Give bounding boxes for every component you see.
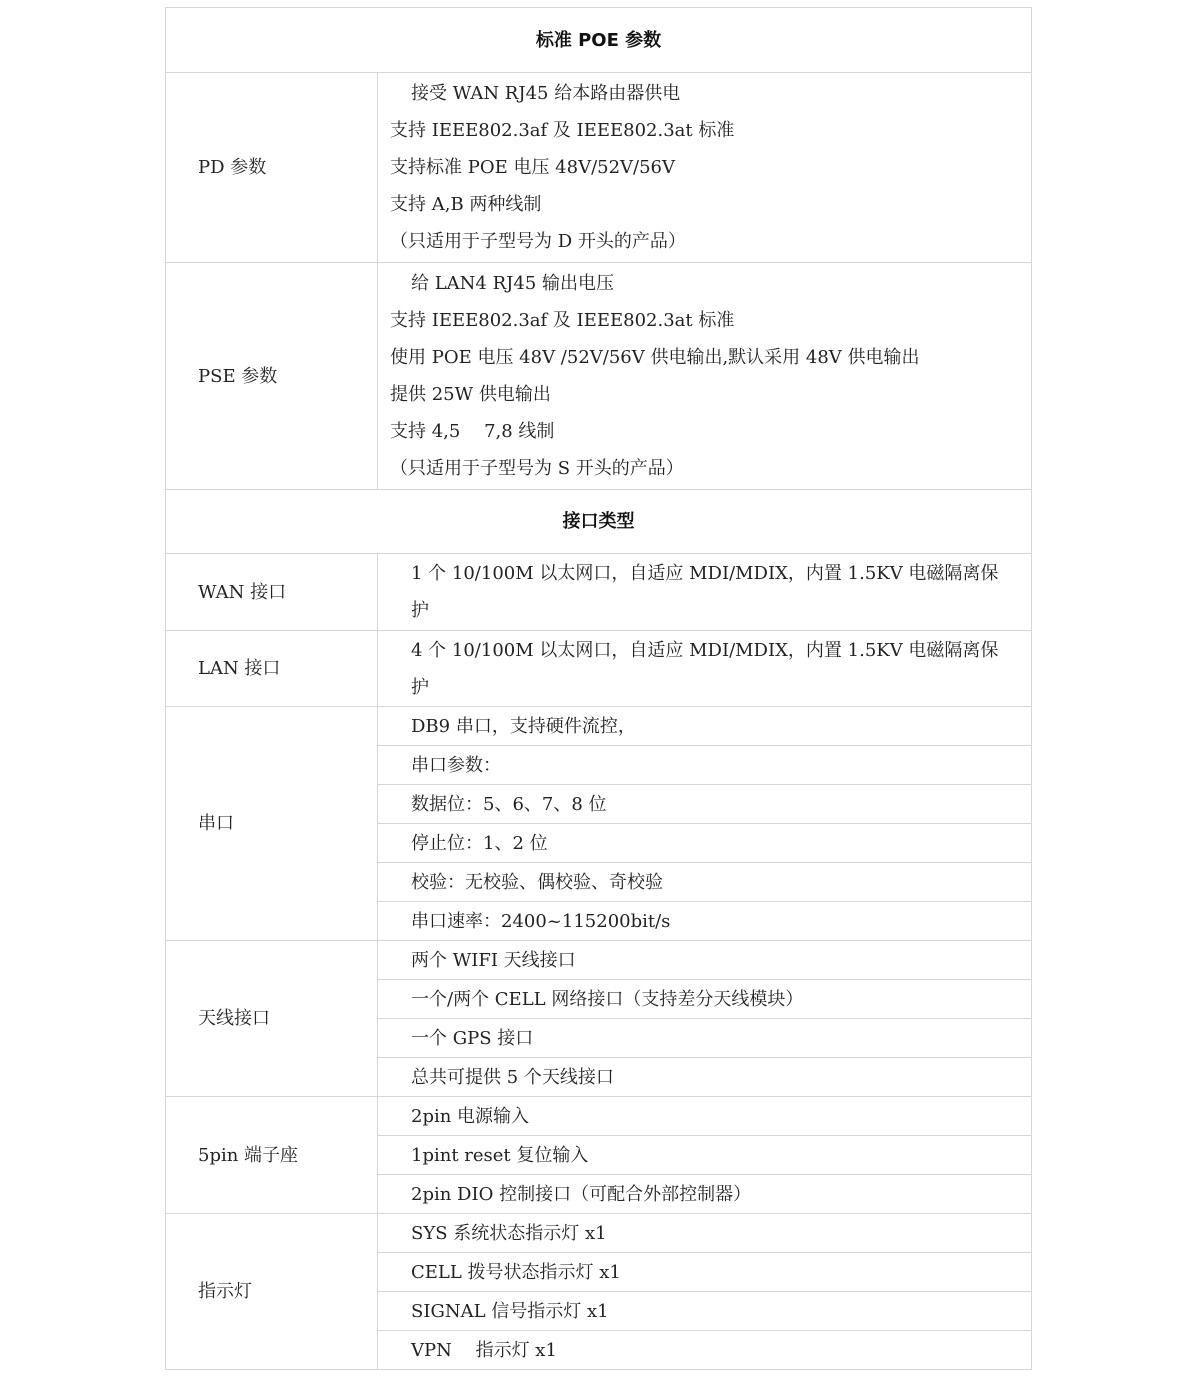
pd-line: 支持 A,B 两种线制	[390, 194, 542, 215]
pd-line: （只适用于子型号为 D 开头的产品）	[390, 231, 686, 252]
serial-row: 校验：无校验、偶校验、奇校验	[378, 863, 1032, 902]
terminal-row: 2pin DIO 控制接口（可配合外部控制器）	[378, 1175, 1032, 1214]
section-title-poe: 标准 POE 参数	[166, 8, 1032, 73]
row-label-pse: PSE 参数	[166, 263, 378, 490]
pd-line: 接受 WAN RJ45 给本路由器供电	[411, 83, 681, 104]
pse-line: 提供 25W 供电输出	[390, 384, 551, 405]
antenna-row: 总共可提供 5 个天线接口	[378, 1058, 1032, 1097]
row-value-pd	[378, 73, 1032, 263]
terminal-row: 2pin 电源输入	[378, 1097, 1032, 1136]
section-row-interface	[166, 490, 1032, 554]
row-label-lan: LAN 接口	[166, 631, 378, 707]
row-label-pd: PD 参数	[166, 73, 378, 263]
section-row-poe	[166, 8, 1032, 73]
pd-line: 支持标准 POE 电压 48V/52V/56V	[390, 157, 676, 178]
antenna-row: 一个/两个 CELL 网络接口（支持差分天线模块）	[378, 980, 1032, 1019]
section-title-interface: 接口类型	[166, 490, 1032, 554]
row-label-indicator: 指示灯	[166, 1214, 378, 1370]
row-label-terminal: 5pin 端子座	[166, 1097, 378, 1214]
table-row-lan	[166, 631, 1032, 707]
terminal-row: 1pint reset 复位输入	[378, 1136, 1032, 1175]
table-row-antenna	[166, 941, 1032, 980]
row-value-pse	[378, 263, 1032, 490]
table-row-terminal	[166, 1097, 1032, 1136]
table-row-pd	[166, 73, 1032, 263]
serial-row: 数据位：5、6、7、8 位	[378, 785, 1032, 824]
pse-line: （只适用于子型号为 S 开头的产品）	[390, 458, 684, 479]
row-value-wan: 1 个 10/100M 以太网口，自适应 MDI/MDIX，内置 1.5KV 电磁隔离保护	[378, 554, 1032, 631]
pse-line: 给 LAN4 RJ45 输出电压	[411, 273, 614, 294]
serial-row: DB9 串口，支持硬件流控，	[378, 707, 1032, 746]
antenna-row: 两个 WIFI 天线接口	[378, 941, 1032, 980]
antenna-row: 一个 GPS 接口	[378, 1019, 1032, 1058]
indicator-row: SYS 系统状态指示灯 x1	[378, 1214, 1032, 1253]
spec-table	[165, 7, 1032, 1370]
table-row-serial	[166, 707, 1032, 746]
serial-row: 串口参数：	[378, 746, 1032, 785]
serial-row: 串口速率：2400~115200bit/s	[378, 902, 1032, 941]
table-row-indicator	[166, 1214, 1032, 1253]
row-label-serial: 串口	[166, 707, 378, 941]
row-value-lan: 4 个 10/100M 以太网口，自适应 MDI/MDIX，内置 1.5KV 电磁隔离保护	[378, 631, 1032, 707]
indicator-row: VPN 指示灯 x1	[378, 1331, 1032, 1370]
pse-line: 支持 IEEE802.3af 及 IEEE802.3at 标准	[390, 310, 735, 331]
table-row-wan	[166, 554, 1032, 631]
row-label-antenna: 天线接口	[166, 941, 378, 1097]
pse-line: 支持 4,5 7,8 线制	[390, 421, 555, 442]
indicator-row: CELL 拨号状态指示灯 x1	[378, 1253, 1032, 1292]
indicator-row: SIGNAL 信号指示灯 x1	[378, 1292, 1032, 1331]
pse-line: 使用 POE 电压 48V /52V/56V 供电输出,默认采用 48V 供电输出	[390, 347, 920, 368]
table-row-pse	[166, 263, 1032, 490]
serial-row: 停止位：1、2 位	[378, 824, 1032, 863]
pd-line: 支持 IEEE802.3af 及 IEEE802.3at 标准	[390, 120, 735, 141]
row-label-wan: WAN 接口	[166, 554, 378, 631]
